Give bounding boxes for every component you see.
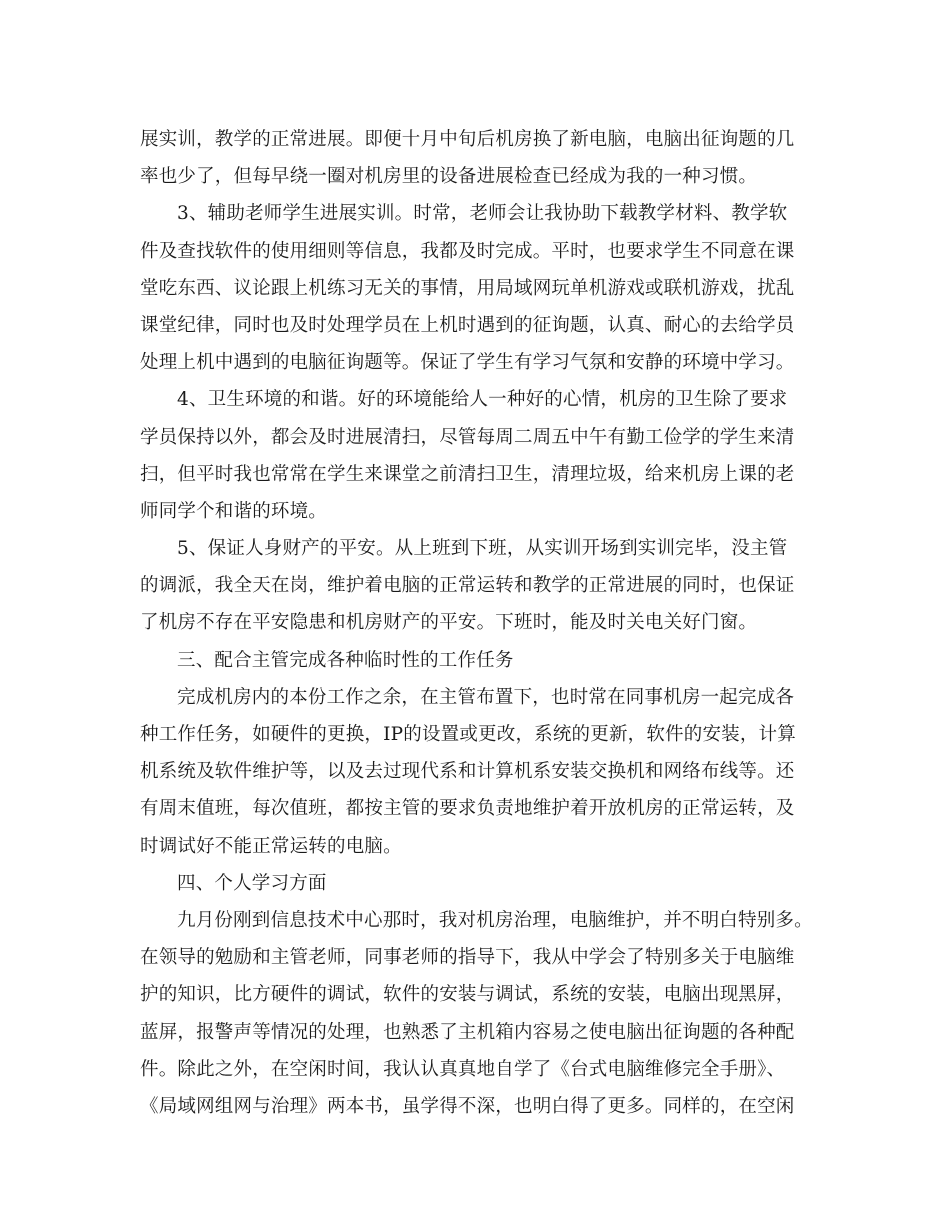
text-line: 的调派，我全天在岗，维护着电脑的正常运转和教学的正常进展的同时，也保证 xyxy=(140,575,795,597)
text-line: 堂吃东西、议论跟上机练习无关的事情，用局域网玩单机游戏或联机游戏，扰乱 xyxy=(140,277,795,299)
text-line: 在领导的勉励和主管老师，同事老师的指导下，我从中学会了特别多关于电脑维 xyxy=(140,947,795,969)
text-line: 展实训，教学的正常进展。即便十月中旬后机房换了新电脑，电脑出征询题的几 xyxy=(140,129,795,150)
text-line: 件及查找软件的使用细则等信息，我都及时完成。平时，也要求学生不同意在课 xyxy=(140,240,795,262)
text-line: 了机房不存在平安隐患和机房财产的平安。下班时，能及时关电关好门窗。 xyxy=(140,612,758,634)
text-line: 蓝屏，报警声等情况的处理，也熟悉了主机箱内容易之使电脑出征询题的各种配 xyxy=(140,1021,795,1043)
text-line: 处理上机中遇到的电脑征询题等。保证了学生有学习气氛和安静的环境中学习。 xyxy=(140,352,795,374)
text-line: 4、卫生环境的和谐。好的环境能给人一种好的心情，机房的卫生除了要求 xyxy=(177,389,788,411)
text-line: 师同学个和谐的环境。 xyxy=(140,500,328,522)
text-line: 课堂纪律，同时也及时处理学员在上机时遇到的征询题，认真、耐心的去给学员 xyxy=(140,314,795,336)
text-line: 3、辅助老师学生进展实训。时常，老师会让我协助下载教学材料、教学软 xyxy=(177,203,788,225)
text-line: 学员保持以外，都会及时进展清扫，尽管每周二周五中午有勤工俭学的学生来清 xyxy=(140,426,795,448)
text-line: 护的知识，比方硬件的调试，软件的安装与调试，系统的安装，电脑出现黑屏， xyxy=(140,984,795,1006)
section-heading: 四、个人学习方面 xyxy=(177,872,327,894)
text-line: 九月份刚到信息技术中心那时，我对机房治理，电脑维护，并不明白特别多。 xyxy=(177,909,813,931)
section-heading: 三、配合主管完成各种临时性的工作任务 xyxy=(177,649,514,671)
text-line: 5、保证人身财产的平安。从上班到下班，从实训开场到实训完毕，没主管 xyxy=(177,538,788,560)
text-line: 有周末值班，每次值班，都按主管的要求负责地维护着开放机房的正常运转，及 xyxy=(140,798,795,820)
text-line: 机系统及软件维护等，以及去过现代系和计算机系安装交换机和网络布线等。还 xyxy=(140,761,795,783)
text-line: 率也少了，但每早绕一圈对机房里的设备进展检查已经成为我的一种习惯。 xyxy=(140,166,758,188)
body-text xyxy=(140,121,813,1125)
text-line: 扫，但平时我也常常在学生来课堂之前清扫卫生，清理垃圾，给来机房上课的老 xyxy=(140,463,795,485)
text-line: 种工作任务，如硬件的更换，IP的设置或更改，系统的更新，软件的安装，计算 xyxy=(140,724,796,745)
text-line: 《局域网组网与治理》两本书，虽学得不深，也明白得了更多。同样的，在空闲 xyxy=(140,1095,795,1117)
text-line: 件。除此之外，在空闲时间，我认认真真地自学了《台式电脑维修完全手册》、 xyxy=(140,1058,786,1080)
text-line: 完成机房内的本份工作之余，在主管布置下，也时常在同事机房一起完成各 xyxy=(177,686,795,708)
text-line: 时调试好不能正常运转的电脑。 xyxy=(140,835,402,857)
